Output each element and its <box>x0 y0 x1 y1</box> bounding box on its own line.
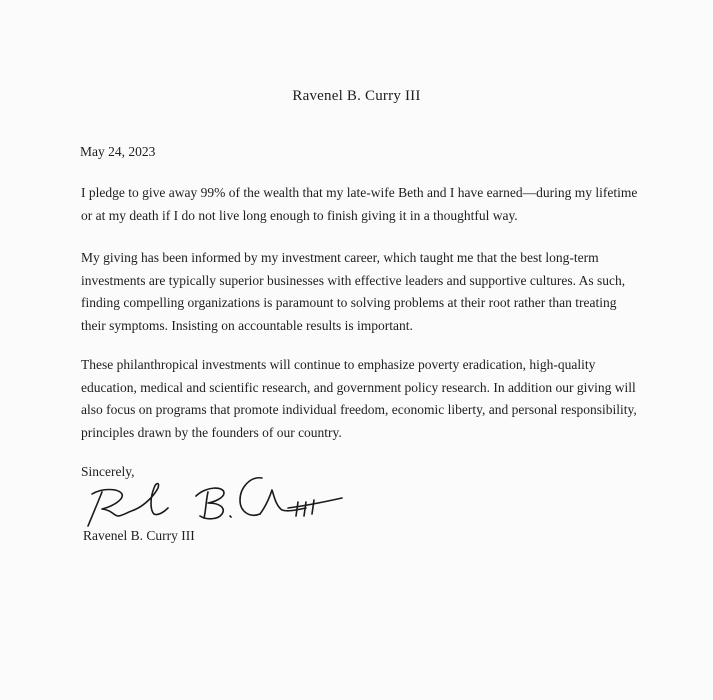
investment-career-paragraph: My giving has been informed by my investment career, which taught me that the best long-term investments are typically superior businesses with effective leaders and supportive cultures. As such, finding compelling organizations is paramount to solving problems at their root rather than treating their symptoms. Insisting on accountable results is important. <box>81 250 626 333</box>
philanthropy-focus-paragraph: These philanthropical investments will continue to emphasize poverty eradication, high-quality education, medical and scientific research, and government policy research. In addition our giving will also focus on programs that promote individual freedom, economic liberty, and personal responsibility, principles drawn by the founders of our country. <box>81 357 637 440</box>
letterhead-name: Ravenel B. Curry III <box>292 88 421 104</box>
handwritten-signature <box>84 466 346 536</box>
signer-name: Ravenel B. Curry III <box>83 528 195 543</box>
closing-salutation: Sincerely, <box>81 464 135 479</box>
pledge-paragraph: I pledge to give away 99% of the wealth that my late-wife Beth and I have earned—during my lifetime or at my death if I do not live long enough to finish giving it in a thoughtful way. <box>81 185 638 223</box>
letter-date: May 24, 2023 <box>80 144 156 159</box>
